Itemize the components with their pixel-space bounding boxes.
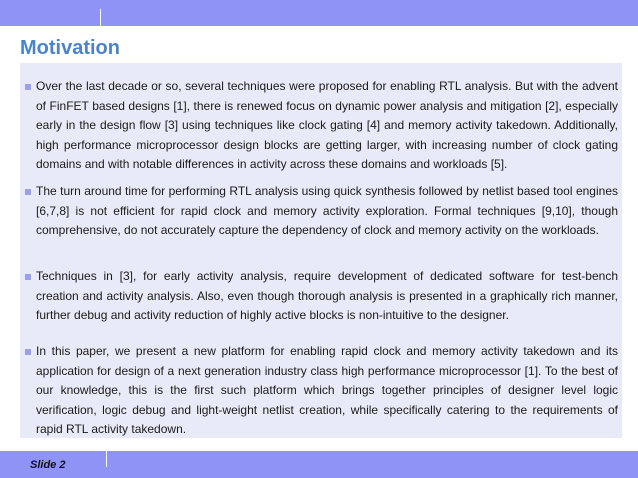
header-divider	[100, 9, 101, 26]
bullet-square-icon	[25, 274, 31, 280]
slide-title: Motivation	[20, 37, 120, 59]
content-panel	[20, 63, 622, 438]
bullet-text: The turn around time for performing RTL analysis using quick synthesis followed by netlist based tool engines [6,7,8] is not efficient for rapid clock and memory activity exploration. Formal techniques [9,10], though comprehensive, do not accurately capture the dependency of clock and memory activity on the workloads.	[36, 184, 618, 238]
footer-bar	[0, 451, 638, 478]
bullet-square-icon	[25, 189, 31, 195]
header-bar	[0, 0, 638, 26]
bullet-text: Techniques in [3], for early activity analysis, require development of dedicated software for test-bench creation and activity analysis. Also, even though thorough analysis is presented in a graphically rich manner, further debug and activity reduction of highly active blocks is non-intuitive to the designer.	[36, 269, 618, 323]
bullet-text: Over the last decade or so, several techniques were proposed for enabling RTL analysis. But with the advent of FinFET based designs [1], there is renewed focus on dynamic power analysis and mitigation [2], especially early in the design flow [3] using techniques like clock gating [4] and memory activity takedown. Additionally, high performance microprocessor design blocks are getting larger, with increasing number of clock gating domains and with notable differences in activity across these domains and workloads [5].	[36, 79, 618, 172]
bullet-square-icon	[25, 349, 31, 355]
slide-number: Slide 2	[30, 459, 66, 471]
bullet-square-icon	[25, 84, 31, 90]
bullet-text: In this paper, we present a new platform for enabling rapid clock and memory activity takedown and its application for design of a next generation industry class high performance microprocessor [1]. To the best of our knowledge, this is the first such platform which brings together principles of designer level logic verification, logic debug and light-weight netlist creation, while specifically catering to the requirements of rapid RTL activity takedown.	[36, 344, 618, 437]
footer-divider	[106, 451, 107, 467]
